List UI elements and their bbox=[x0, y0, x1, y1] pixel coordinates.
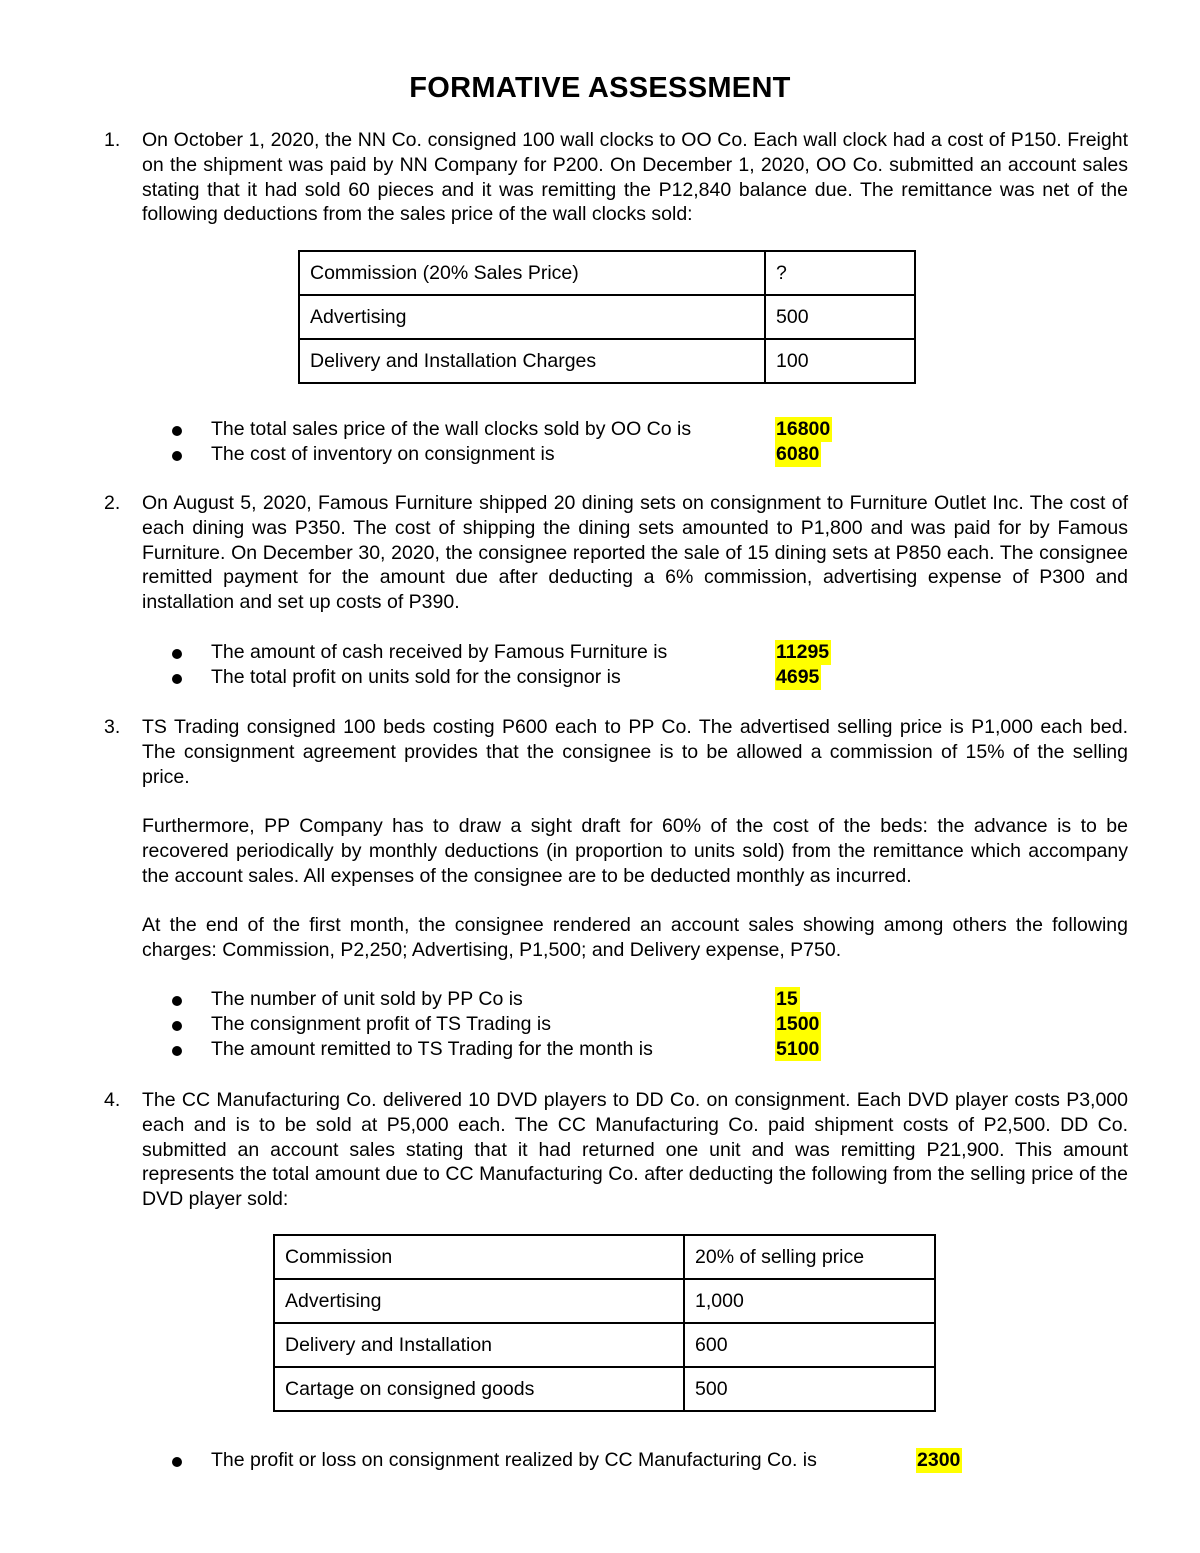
question-2 bbox=[104, 491, 1128, 615]
table-cell: Commission (20% Sales Price) bbox=[299, 251, 765, 295]
table-cell: Commission bbox=[274, 1235, 684, 1279]
table-cell: 100 bbox=[765, 339, 915, 383]
table-cell: Advertising bbox=[274, 1279, 684, 1323]
answer-value: 1500 bbox=[776, 1012, 820, 1035]
question-number: 3. bbox=[104, 716, 121, 738]
question-number: 4. bbox=[104, 1089, 121, 1111]
question-3 bbox=[104, 715, 1128, 963]
answer-value: 5100 bbox=[776, 1037, 820, 1060]
table-row bbox=[299, 251, 915, 295]
answer-value: 2300 bbox=[917, 1449, 961, 1471]
answer-value: 15 bbox=[776, 988, 798, 1010]
deductions-table-4 bbox=[273, 1234, 936, 1412]
table-row bbox=[299, 339, 915, 383]
page-title: FORMATIVE ASSESSMENT bbox=[409, 72, 791, 104]
table-cell: Cartage on consigned goods bbox=[274, 1367, 684, 1411]
bullet-icon bbox=[172, 426, 182, 436]
question-paragraph: At the end of the first month, the consignee rendered an account sales showing among others the following charges: Commission, P2,250; Advertising, P1,500; and Delivery expense, P750. bbox=[142, 914, 1128, 962]
question-4 bbox=[104, 1088, 1128, 1212]
question-number: 2. bbox=[104, 492, 121, 514]
question-1 bbox=[104, 128, 1128, 227]
bullet-icon bbox=[172, 674, 182, 684]
bullet-icon bbox=[172, 451, 182, 461]
table-cell: 1,000 bbox=[684, 1279, 935, 1323]
bullet-icon bbox=[172, 1457, 182, 1467]
answer-label: The amount of cash received by Famous Furniture is bbox=[211, 641, 668, 663]
table-cell: 20% of selling price bbox=[684, 1235, 935, 1279]
bullet-icon bbox=[172, 1046, 182, 1056]
answer-label: The number of unit sold by PP Co is bbox=[211, 988, 523, 1010]
answer-label: The profit or loss on consignment realized by CC Manufacturing Co. is bbox=[211, 1449, 817, 1471]
question-paragraph: Furthermore, PP Company has to draw a sight draft for 60% of the cost of the beds: the advance is to be recovered periodically by monthly deductions (in proportion to units sold) from the remittance which accompany the account sales. All expenses of the consignee are to be deducted monthly as incurred. bbox=[142, 815, 1128, 887]
table-row bbox=[274, 1235, 935, 1279]
question-paragraph: On August 5, 2020, Famous Furniture shipped 20 dining sets on consignment to Furniture Outlet Inc. The cost of each dining was P350. The cost of shipping the dining sets amounted to P1,800 and was paid for by Famous Furniture. On December 30, 2020, the consignee reported the sale of 15 dining sets at P850 each. The consignee remitted payment for the amount due after deducting a 6% commission, advertising expense of P300 and installation and set up costs of P390. bbox=[142, 492, 1128, 614]
deductions-table-1 bbox=[298, 250, 916, 384]
table-row bbox=[274, 1279, 935, 1323]
table-row bbox=[274, 1323, 935, 1367]
question-number: 1. bbox=[104, 129, 121, 151]
answer-label: The cost of inventory on consignment is bbox=[211, 442, 555, 465]
answer-value: 11295 bbox=[776, 641, 830, 663]
table-row bbox=[274, 1367, 935, 1411]
table-cell: ? bbox=[765, 251, 915, 295]
answer-value: 6080 bbox=[776, 442, 820, 465]
table-cell: Delivery and Installation Charges bbox=[299, 339, 765, 383]
table-cell: 500 bbox=[765, 295, 915, 339]
question-paragraph: On October 1, 2020, the NN Co. consigned 100 wall clocks to OO Co. Each wall clock had a cost of P150. Freight on the shipment was paid by NN Company for P200. On December 1, 2020, OO Co. submitted an account sales stating that it had sold 60 pieces and it was remitting the P12,840 balance due. The remittance was net of the following deductions from the sales price of the wall clocks sold: bbox=[142, 129, 1128, 226]
question-paragraph: TS Trading consigned 100 beds costing P600 each to PP Co. The advertised selling price is P1,000 each bed. The consignment agreement provides that the consignee is to be allowed a commission of 15% of the selling price. bbox=[142, 716, 1128, 788]
answer-label: The total profit on units sold for the consignor is bbox=[211, 665, 621, 688]
bullet-icon bbox=[172, 996, 182, 1006]
table-cell: 600 bbox=[684, 1323, 935, 1367]
table-cell: 500 bbox=[684, 1367, 935, 1411]
table-cell: Delivery and Installation bbox=[274, 1323, 684, 1367]
bullet-icon bbox=[172, 1021, 182, 1031]
bullet-icon bbox=[172, 649, 182, 659]
table-row bbox=[299, 295, 915, 339]
question-paragraph: The CC Manufacturing Co. delivered 10 DVD players to DD Co. on consignment. Each DVD player costs P3,000 each and is to be sold at P5,000 each. The CC Manufacturing Co. paid shipment costs of P2,500. DD Co. submitted an account sales stating that it had returned one unit and was remitting P21,900. This amount represents the total amount due to CC Manufacturing Co. after deducting the following from the selling price of the DVD player sold: bbox=[142, 1089, 1128, 1211]
answer-value: 16800 bbox=[776, 418, 831, 440]
table-cell: Advertising bbox=[299, 295, 765, 339]
answer-label: The amount remitted to TS Trading for the month is bbox=[211, 1037, 653, 1060]
answer-label: The total sales price of the wall clocks sold by OO Co is bbox=[211, 418, 692, 440]
answer-label: The consignment profit of TS Trading is bbox=[211, 1012, 551, 1035]
answer-value: 4695 bbox=[776, 665, 820, 688]
